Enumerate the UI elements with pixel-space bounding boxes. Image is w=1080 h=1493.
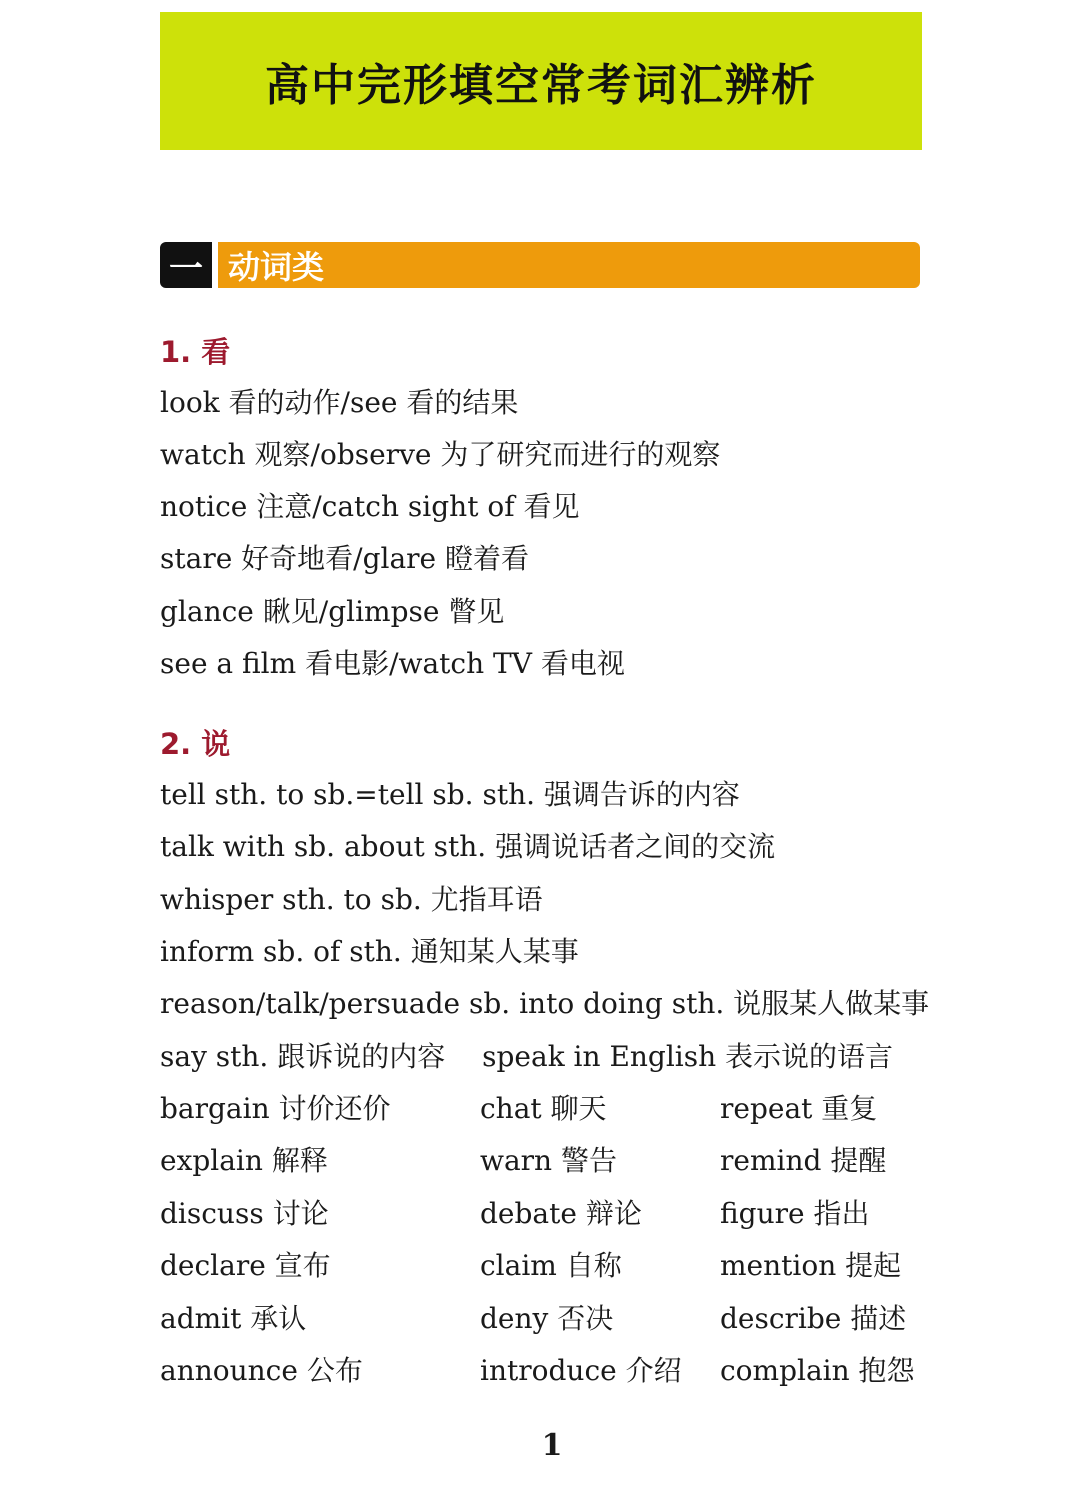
section-number: 一 (160, 242, 212, 288)
vocab-line: talk with sb. about sth. 强调说话者之间的交流 (160, 830, 776, 863)
grid-cell: remind 提醒 (720, 1144, 887, 1178)
grid-cell: chat 聊天 (480, 1092, 607, 1125)
vocab-line: stare 好奇地看/glare 瞪着看 (160, 542, 530, 575)
grid-cell: claim 自称 (480, 1249, 622, 1283)
page-title: 高中完形填空常考词汇辨析 (265, 60, 817, 111)
page-number: 1 (541, 1428, 563, 1463)
vocab-line: tell sth. to sb.=tell sb. sth. 强调告诉的内容 (160, 778, 740, 811)
group-heading-say: 2. 说 (160, 727, 231, 761)
title-banner (160, 12, 922, 150)
grid-cell: complain 抱怨 (720, 1353, 915, 1387)
grid-row (160, 1354, 940, 1406)
grid-cell: mention 提起 (720, 1249, 902, 1283)
vocab-line: watch 观察/observe 为了研究而进行的观察 (160, 438, 721, 471)
vocab-grid (160, 1092, 940, 1406)
vocab-line: inform sb. of sth. 通知某人某事 (160, 935, 579, 968)
group-heading-look: 1. 看 (160, 335, 231, 369)
grid-cell: repeat 重复 (720, 1092, 878, 1125)
grid-row (160, 1249, 940, 1301)
grid-cell: warn 警告 (480, 1144, 617, 1178)
vocab-line: reason/talk/persuade sb. into doing sth. 说服某人做某事 (160, 987, 930, 1020)
grid-cell: discuss 讨论 (160, 1196, 329, 1230)
grid-cell: declare 宣布 (160, 1249, 331, 1283)
grid-row (160, 1092, 940, 1144)
vocab-line: notice 注意/catch sight of 看见 (160, 490, 580, 523)
grid-row (160, 1144, 940, 1196)
grid-cell: admit 承认 (160, 1301, 307, 1335)
grid-cell: announce 公布 (160, 1353, 363, 1387)
vocab-line: look 看的动作/see 看的结果 (160, 386, 519, 419)
grid-cell: deny 否决 (480, 1301, 614, 1335)
grid-cell: explain 解释 (160, 1144, 328, 1178)
section-label: 动词类 (218, 242, 920, 288)
vocab-line: see a film 看电影/watch TV 看电视 (160, 647, 625, 680)
vocab-line: glance 瞅见/glimpse 瞥见 (160, 595, 505, 628)
grid-cell: figure 指出 (720, 1196, 870, 1230)
section-header (160, 242, 920, 288)
vocab-line: whisper sth. to sb. 尤指耳语 (160, 883, 543, 916)
grid-cell: introduce 介绍 (480, 1353, 682, 1387)
grid-row (160, 1197, 940, 1249)
grid-cell: bargain 讨价还价 (160, 1092, 391, 1125)
vocab-line: say sth. 跟诉说的内容 speak in English 表示说的语言 (160, 1040, 894, 1073)
grid-cell: debate 辩论 (480, 1196, 642, 1230)
grid-row (160, 1302, 940, 1354)
grid-cell: describe 描述 (720, 1301, 907, 1335)
